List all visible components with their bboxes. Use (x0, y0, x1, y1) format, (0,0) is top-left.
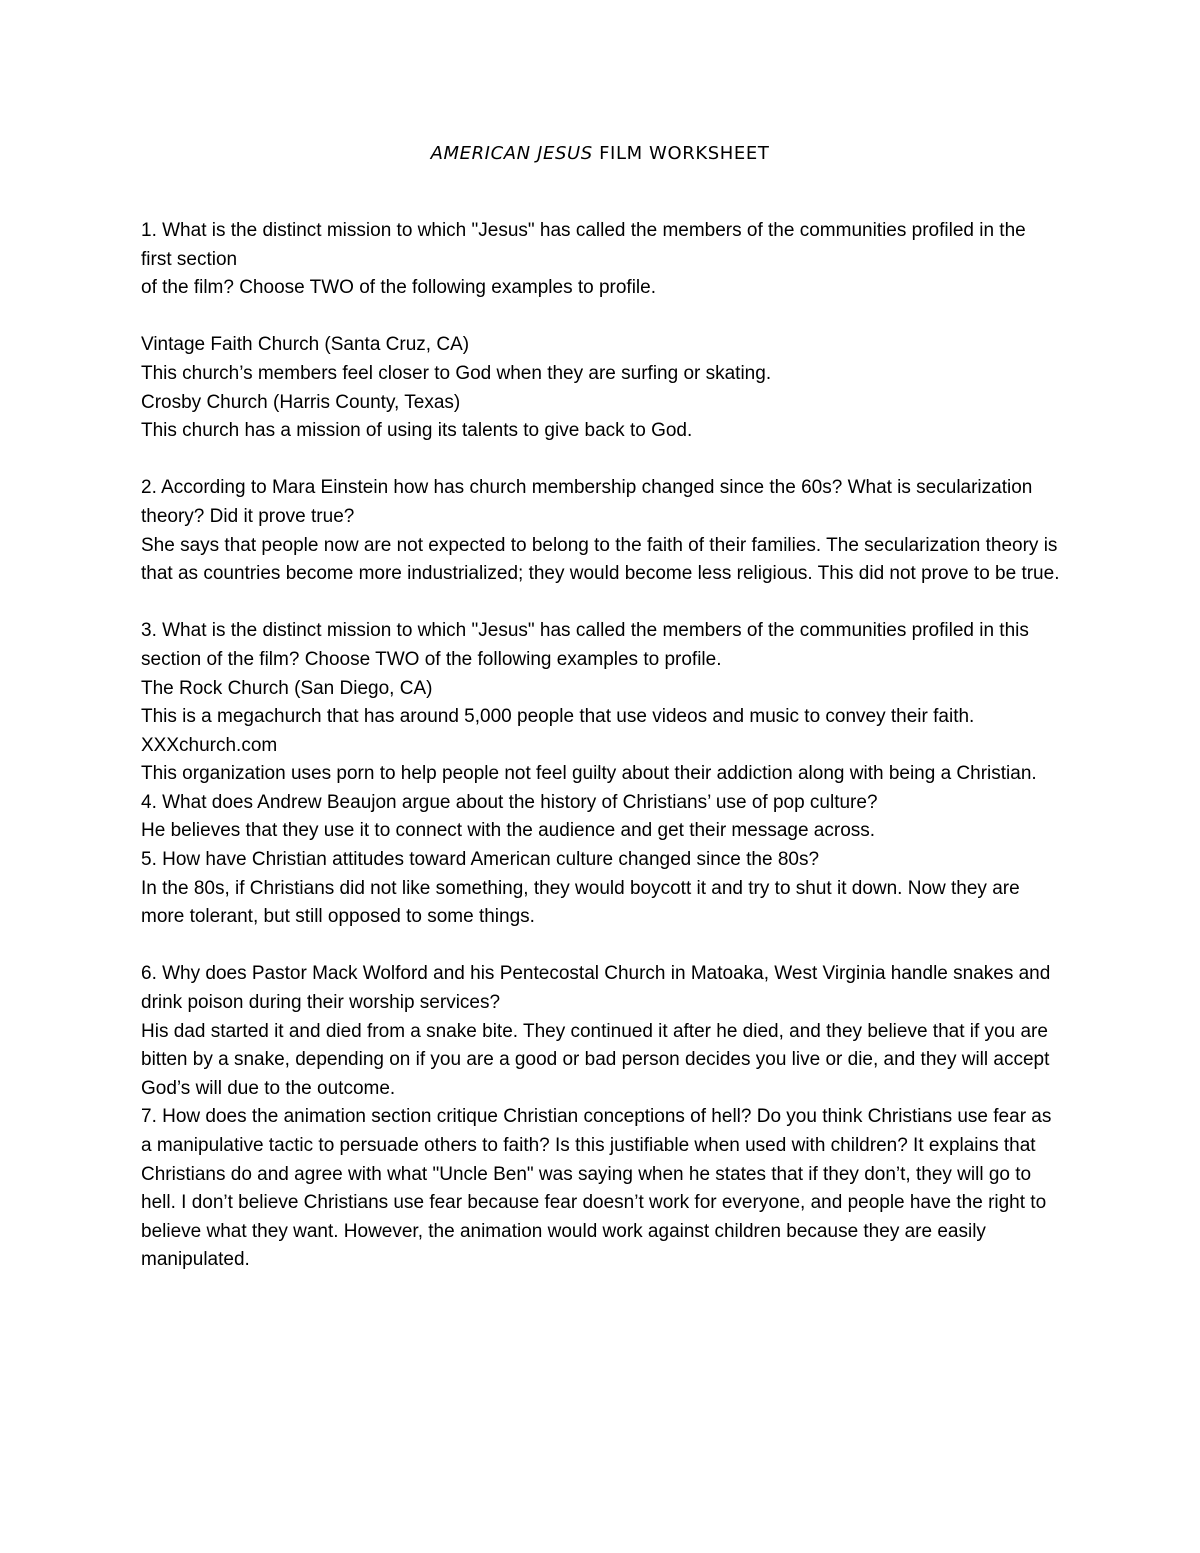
paragraph: This organization uses porn to help people not feel guilty about their addiction along with being a Christian. (141, 763, 1037, 785)
paragraph: She says that people now are not expected to belong to the faith of their families. The secularization theory is that as countries become more industrialized; they would become less religious. This did not prove to be true. (141, 534, 1060, 585)
paragraph-spacer (141, 589, 1061, 618)
title-film-name: AMERICAN JESUS (430, 143, 593, 164)
paragraph-spacer (141, 446, 1061, 475)
paragraph-spacer (141, 932, 1061, 961)
paragraph: This is a megachurch that has around 5,000 people that use videos and music to convey their faith. (141, 706, 975, 728)
paragraph: In the 80s, if Christians did not like something, they would boycott it and try to shut it down. Now they are more tolerant, but still opposed to some things. (141, 877, 1020, 928)
paragraph: of the film? Choose TWO of the following examples to profile. (141, 277, 657, 299)
paragraph: Vintage Faith Church (Santa Cruz, CA) (141, 334, 470, 356)
document-title (0, 142, 1200, 166)
paragraph: 3. What is the distinct mission to which "Jesus" has called the members of the communities profiled in this section of the film? Choose TWO of the following examples to profile. (141, 620, 1029, 670)
paragraph: The Rock Church (San Diego, CA) (141, 677, 433, 699)
paragraph: He believes that they use it to connect with the audience and get their message across. (141, 820, 876, 842)
paragraph: 4. What does Andrew Beaujon argue about the history of Christians’ use of pop culture? (141, 791, 878, 813)
paragraph-spacer (141, 303, 1061, 332)
paragraph: 5. How have Christian attitudes toward American culture changed since the 80s? (141, 849, 820, 871)
paragraph: 1. What is the distinct mission to which "Jesus" has called the members of the communities profiled in the first section (141, 220, 1026, 270)
paragraph: Crosby Church (Harris County, Texas) (141, 391, 461, 413)
paragraph: His dad started it and died from a snake bite. They continued it after he died, and they believe that if you are bitten by a snake, depending on if you are a good or bad person decides you live or die, and they will accept God’s will due to the outcome. (141, 1020, 1050, 1099)
paragraph: XXXchurch.com (141, 734, 278, 756)
title-suffix: FILM WORKSHEET (592, 143, 770, 164)
paragraph: 2. According to Mara Einstein how has church membership changed since the 60s? What is secularization theory? Did it prove true? (141, 477, 1033, 527)
paragraph: 6. Why does Pastor Mack Wolford and his Pentecostal Church in Matoaka, West Virginia handle snakes and drink poison during their worship services? (141, 963, 1051, 1014)
paragraph: 7. How does the animation section critique Christian conceptions of hell? Do you think Christians use fear as a manipulative tactic to persuade others to faith? Is this justifiable when used with children? It explains that Christians do and agree with what "Uncle Ben" was saying when he states that if they don’t, they will go to hell. I don’t believe Christians use fear because fear doesn’t work for everyone, and people have the right to believe what they want. However, the animation would work against children because they are easily manipulated. (141, 1106, 1052, 1271)
paragraph: This church has a mission of using its talents to give back to God. (141, 420, 693, 442)
paragraph: This church’s members feel closer to God when they are surfing or skating. (141, 362, 772, 384)
document-body (141, 217, 1061, 1275)
